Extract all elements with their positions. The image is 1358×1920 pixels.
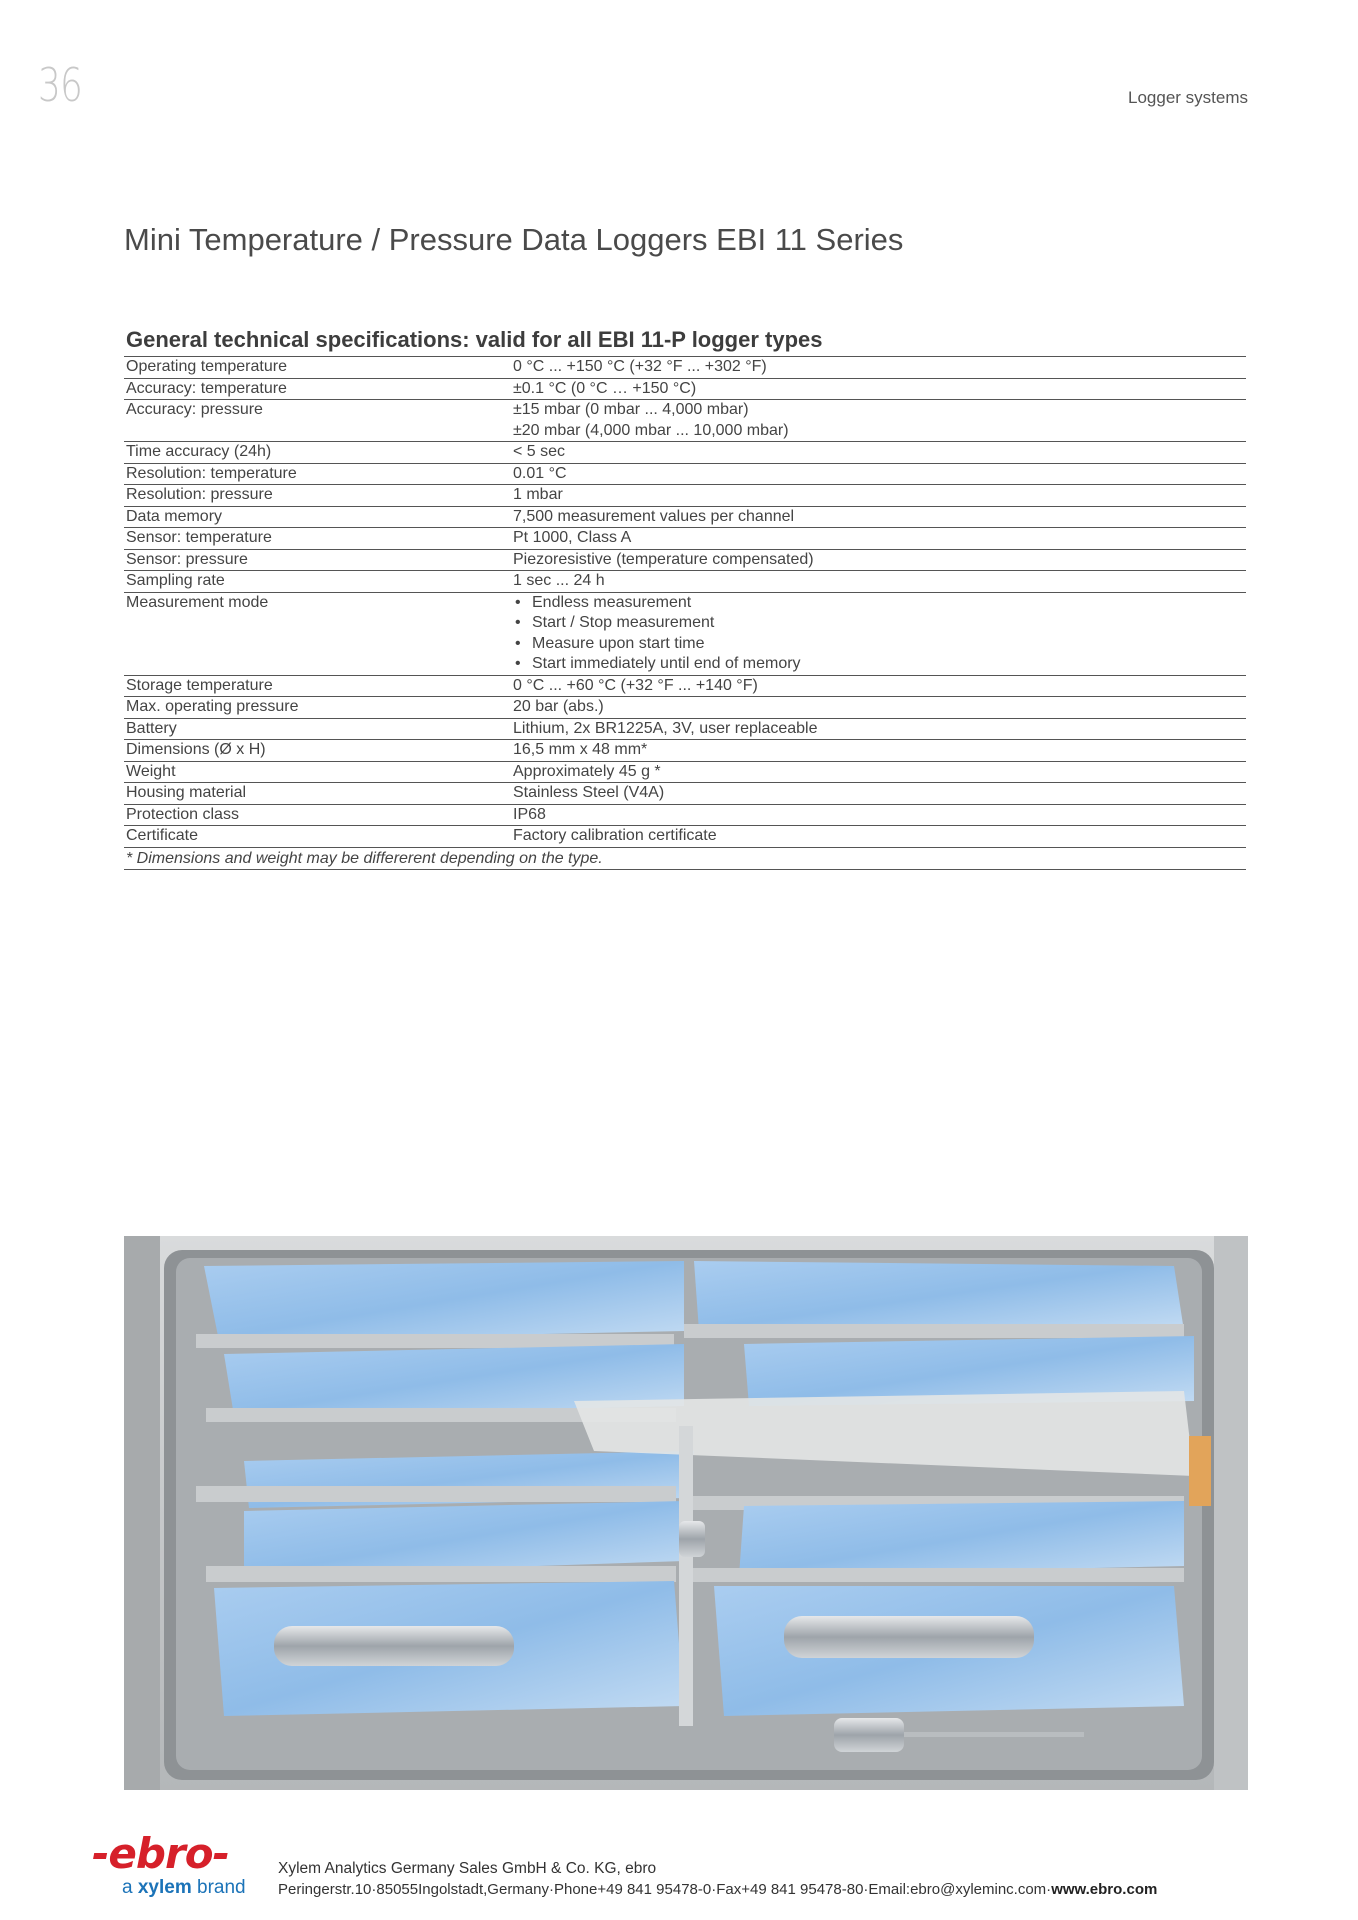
spec-row: [124, 357, 1246, 379]
spec-row: [124, 805, 1246, 827]
bullet-item: • Measure upon start time: [513, 634, 1246, 655]
spec-label: Time accuracy (24h): [126, 443, 272, 460]
spec-value: 0 °C ... +150 °C (+32 °F ... +302 °F): [513, 358, 767, 375]
spec-value: 20 bar (abs.): [513, 698, 604, 715]
spec-label: Sensor: temperature: [126, 529, 272, 546]
spec-value-line: ±20 mbar (4,000 mbar ... 10,000 mbar): [513, 421, 789, 439]
spec-row: [124, 442, 1246, 464]
ebro-wordmark: -ebro-: [92, 1829, 229, 1878]
spec-label: Accuracy: pressure: [126, 401, 263, 418]
spec-value: 7,500 measurement values per channel: [513, 507, 795, 525]
spec-value: < 5 sec: [513, 443, 566, 460]
spec-row: [124, 485, 1246, 507]
spec-row: [124, 400, 1246, 442]
section-label: Logger systems: [1128, 88, 1248, 107]
spec-label: Measurement mode: [126, 593, 269, 611]
spec-value: Stainless Steel (V4A): [513, 784, 665, 801]
spec-value: Lithium, 2x BR1225A, 3V, user replaceable: [513, 719, 818, 737]
page-number: 36: [38, 58, 83, 112]
spec-row: [124, 571, 1246, 593]
spec-row: [124, 719, 1246, 741]
bullet-item: • Start immediately until end of memory: [513, 654, 1246, 675]
spec-row: [124, 783, 1246, 805]
spec-row: [124, 379, 1246, 401]
brand-prefix: a: [122, 1877, 138, 1898]
spec-table: [124, 326, 1246, 870]
spec-label: Max. operating pressure: [126, 698, 299, 715]
sterilization-tray-photo: [124, 1236, 1248, 1790]
page-title: Mini Temperature / Pressure Data Loggers EBI 11 Series: [124, 222, 904, 257]
product-photo: [124, 1236, 1248, 1790]
spec-value: 0.01 °C: [513, 464, 567, 482]
spec-value: 0 °C ... +60 °C (+32 °F ... +140 °F): [513, 676, 758, 694]
spec-row: [124, 826, 1246, 848]
spec-value: Factory calibration certificate: [513, 827, 717, 844]
footer-address: [278, 1881, 1157, 1898]
spec-value: 1 mbar: [513, 486, 563, 503]
spec-row: [124, 528, 1246, 550]
bullet-item: • Start / Stop measurement: [513, 613, 1246, 634]
spec-footnote: * Dimensions and weight may be differerent depending on the type.: [124, 848, 1246, 870]
spec-row: [124, 593, 1246, 676]
spec-label: Resolution: pressure: [126, 486, 273, 503]
spec-row: [124, 464, 1246, 486]
spec-label: Dimensions (Ø x H): [126, 741, 266, 758]
bullet-item: • Endless measurement: [513, 593, 1246, 614]
spec-label: Weight: [126, 762, 176, 780]
spec-value: IP68: [513, 805, 546, 823]
spec-value: [513, 593, 1246, 675]
spec-row: [124, 740, 1246, 762]
spec-row: [124, 697, 1246, 719]
spec-label: Data memory: [126, 507, 223, 525]
spec-value: 1 sec ... 24 h: [513, 572, 605, 589]
footer-address-text: Peringerstr.10·85055Ingolstadt,Germany·Phone+49 841 95478-0·Fax+49 841 95478-80·Email:ebro@xyleminc.com·: [278, 1881, 1052, 1898]
spec-label: Accuracy: temperature: [126, 379, 287, 397]
spec-label: Sensor: pressure: [126, 550, 248, 568]
footer-company: Xylem Analytics Germany Sales GmbH & Co. KG, ebro: [278, 1860, 657, 1877]
spec-label: Protection class: [126, 805, 239, 823]
spec-value: ±0.1 °C (0 °C … +150 °C): [513, 379, 697, 397]
xylem-brand-line: [92, 1876, 262, 1900]
spec-label: Sampling rate: [126, 572, 225, 589]
spec-value: Pt 1000, Class A: [513, 529, 632, 546]
spec-heading: General technical specifications: valid for all EBI 11-P logger types: [124, 326, 1246, 357]
spec-label: Housing material: [126, 784, 247, 801]
spec-row: [124, 550, 1246, 572]
spec-label: Certificate: [126, 827, 199, 844]
spec-value: Approximately 45 g *: [513, 762, 661, 780]
spec-row: [124, 507, 1246, 529]
spec-value: Piezoresistive (temperature compensated): [513, 550, 814, 568]
spec-value-line: ±15 mbar (0 mbar ... 4,000 mbar): [513, 401, 749, 418]
bullet-list: [513, 593, 1246, 675]
spec-value: 16,5 mm x 48 mm*: [513, 741, 648, 758]
spec-row: [124, 762, 1246, 784]
footer-website-link[interactable]: www.ebro.com: [1051, 1881, 1158, 1898]
brand-name: xylem: [137, 1877, 192, 1898]
ebro-logo: [92, 1829, 262, 1900]
spec-value: [513, 400, 1246, 441]
brand-suffix: brand: [191, 1877, 246, 1898]
spec-label: Resolution: temperature: [126, 464, 297, 482]
spec-label: Storage temperature: [126, 676, 273, 694]
spec-label: Operating temperature: [126, 358, 287, 375]
spec-row: [124, 676, 1246, 698]
spec-label: Battery: [126, 719, 177, 737]
